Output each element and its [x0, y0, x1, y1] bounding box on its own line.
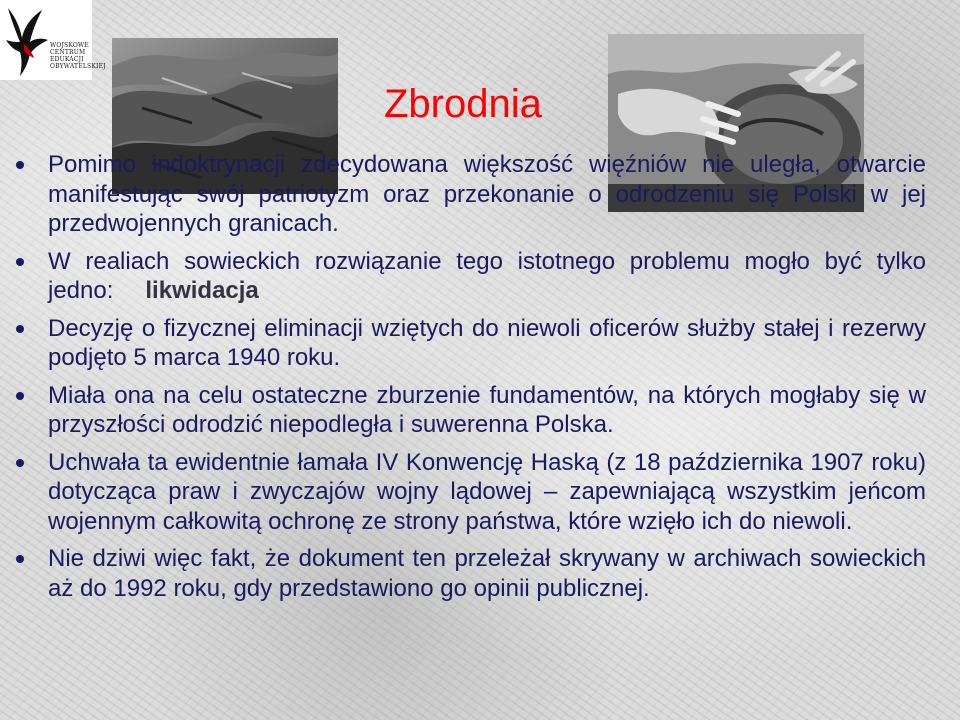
slide-title: Zbrodnia: [384, 82, 542, 126]
logo-line: EDUKACJI: [50, 56, 84, 63]
logo-line: WOJSKOWE: [50, 42, 89, 49]
bullet-item: [10, 381, 926, 440]
emphasis-text: likwidacja: [145, 277, 259, 304]
bullet-text: Pomimo indoktrynacji zdecydowana większość więźniów nie uległa, otwarcie manifestując swój patriotyzm oraz przekonanie o odrodzeniu się Polski w jej przedwojennych granicach.: [48, 151, 926, 237]
bullet-item: [10, 150, 926, 239]
eagle-logo-icon: [2, 4, 52, 78]
bullet-dot-icon: [16, 459, 24, 467]
bullet-item: [10, 247, 926, 306]
logo: [0, 0, 106, 80]
logo-line: CENTRUM: [50, 49, 86, 56]
bullet-text: Uchwała ta ewidentnie łamała IV Konwencję Haską (z 18 października 1907 roku) dotycząca praw i zwyczajów wojny lądowej – zapewniającą wszystkim jeńcom wojennym całkowitą ochronę ze strony państwa, które wzięło ich do niewoli.: [48, 448, 926, 535]
bullet-dot-icon: [16, 392, 24, 400]
bullet-dot-icon: [16, 258, 24, 266]
bullet-item: [10, 544, 926, 603]
logo-text: [50, 42, 106, 70]
bullet-dot-icon: [16, 325, 24, 333]
bullet-text: Decyzję o fizycznej eliminacji wziętych do niewoli oficerów służby stałej i rezerwy podjęto 5 marca 1940 roku.: [48, 314, 926, 371]
bullet-item: [10, 448, 926, 537]
bullet-text: Nie dziwi więc fakt, że dokument ten przeleżał skrywany w archiwach sowieckich aż do 1992 roku, gdy przedstawiono go opinii publicznej.: [48, 545, 926, 602]
bullet-dot-icon: [16, 161, 24, 169]
bullet-list: [10, 150, 926, 611]
bullet-item: [10, 314, 926, 373]
bullet-text: W realiach sowieckich rozwiązanie tego istotnego problemu mogło być tylko jedno:: [48, 247, 926, 304]
logo-line: OBYWATELSKIEJ: [50, 63, 106, 70]
bullet-dot-icon: [16, 555, 24, 563]
bullet-text: Miała ona na celu ostateczne zburzenie fundamentów, na których mogłaby się w przyszłości odrodzić niepodległa i suwerenna Polska.: [48, 381, 926, 438]
